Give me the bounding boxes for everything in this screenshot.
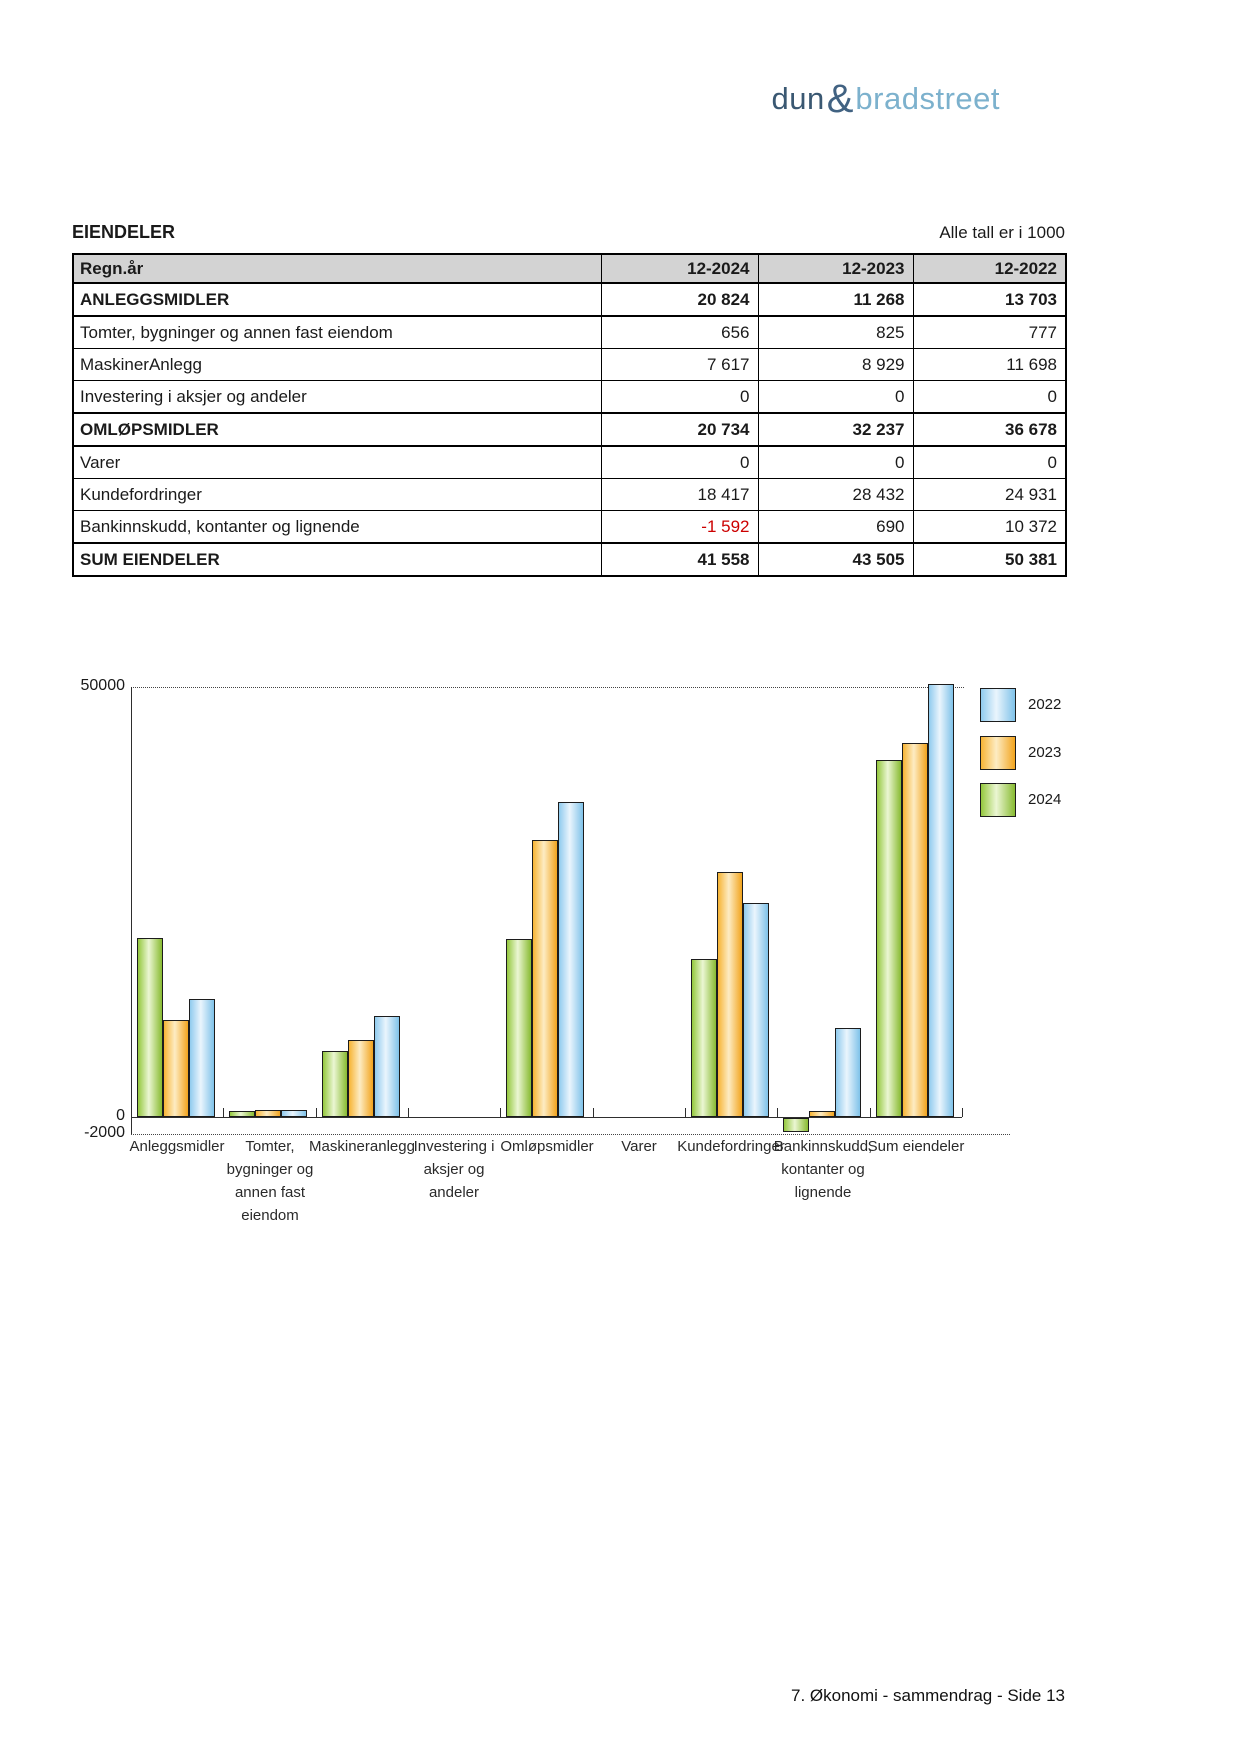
- x-axis-category-label: Tomter, bygninger og annen fast eiendom: [226, 1138, 314, 1224]
- category-boundary-tick: [500, 1108, 501, 1117]
- table-cell-value: 11 698: [913, 349, 1066, 381]
- table-cell-value: 7 617: [601, 349, 758, 381]
- table-row: [73, 543, 1066, 576]
- x-axis-category-label: Kundefordringer: [677, 1138, 785, 1155]
- logo-dun-text: dun: [771, 81, 825, 116]
- x-axis-category-label: Maskineranlegg: [309, 1138, 415, 1155]
- bar-2024-2: [322, 1051, 348, 1117]
- gridline-minus-2000: [131, 1134, 1010, 1135]
- bar-2024-0: [137, 938, 163, 1117]
- legend-label-2022: 2022: [1028, 696, 1062, 713]
- category-boundary-tick: [685, 1108, 686, 1117]
- x-axis-category-label: Omløpsmidler: [500, 1138, 594, 1155]
- table-row-label: OMLØPSMIDLER: [73, 413, 601, 446]
- table-cell-value: -1 592: [601, 511, 758, 544]
- table-row: [73, 446, 1066, 479]
- page-title: EIENDELER: [72, 222, 176, 242]
- table-row-label: Investering i aksjer og andeler: [73, 381, 601, 414]
- table-cell-value: 0: [758, 446, 913, 479]
- bar-2022-1: [281, 1110, 307, 1117]
- category-boundary-tick: [962, 1108, 963, 1117]
- table-cell-value: 28 432: [758, 479, 913, 511]
- table-cell-value: 43 505: [758, 543, 913, 576]
- table-cell-value: 0: [913, 446, 1066, 479]
- bar-2023-6: [717, 872, 743, 1117]
- y-axis-tick-label: -2000: [84, 1124, 125, 1141]
- table-cell-value: 0: [758, 381, 913, 414]
- bar-2022-7: [835, 1028, 861, 1117]
- bar-2023-7: [809, 1111, 835, 1117]
- category-boundary-tick: [223, 1108, 224, 1117]
- y-axis-line: [131, 687, 132, 1134]
- table-cell-value: 777: [913, 316, 1066, 349]
- table-cell-value: 825: [758, 316, 913, 349]
- x-axis-category-label: Bankinnskudd, kontanter og lignende: [773, 1138, 873, 1201]
- category-boundary-tick: [408, 1108, 409, 1117]
- logo-bradstreet-text: bradstreet: [855, 81, 1000, 116]
- table-header-year: 12-2023: [758, 254, 913, 283]
- x-axis-category-label: Varer: [621, 1138, 657, 1155]
- table-header-year: 12-2022: [913, 254, 1066, 283]
- table-cell-value: 0: [601, 381, 758, 414]
- x-axis-category-label: Sum eiendeler: [867, 1138, 965, 1155]
- table-row: [73, 349, 1066, 381]
- table-cell-value: 18 417: [601, 479, 758, 511]
- bar-2022-0: [189, 999, 215, 1117]
- dun-bradstreet-logo: [771, 76, 1001, 121]
- y-axis-tick-label: 0: [116, 1107, 125, 1124]
- x-axis-category-label: Anleggsmidler: [129, 1138, 225, 1155]
- logo-ampersand-icon: &: [826, 77, 854, 121]
- category-boundary-tick: [593, 1108, 594, 1117]
- table-header-year: 12-2024: [601, 254, 758, 283]
- table-row-label: Tomter, bygninger og annen fast eiendom: [73, 316, 601, 349]
- table-cell-value: 10 372: [913, 511, 1066, 544]
- table-row: [73, 413, 1066, 446]
- table-cell-value: 41 558: [601, 543, 758, 576]
- table-cell-value: 20 734: [601, 413, 758, 446]
- table-row: [73, 381, 1066, 414]
- table-cell-value: 24 931: [913, 479, 1066, 511]
- x-axis-category-label: Investering i aksjer og andeler: [413, 1138, 495, 1201]
- table-cell-value: 11 268: [758, 283, 913, 316]
- category-boundary-tick: [777, 1108, 778, 1117]
- legend-label-2023: 2023: [1028, 744, 1062, 761]
- x-axis-zero-line: [131, 1117, 962, 1118]
- table-header-row: [73, 254, 1066, 283]
- table-row: [73, 283, 1066, 316]
- bar-2023-2: [348, 1040, 374, 1117]
- bar-2023-1: [255, 1110, 281, 1117]
- table-row-label: ANLEGGSMIDLER: [73, 283, 601, 316]
- assets-table: [72, 253, 1067, 577]
- table-row-label: Varer: [73, 446, 601, 479]
- page-footer: 7. Økonomi - sammendrag - Side 13: [790, 1686, 1065, 1705]
- table-cell-value: 50 381: [913, 543, 1066, 576]
- legend-swatch-2024: [980, 783, 1016, 817]
- legend-label-2024: 2024: [1028, 791, 1062, 808]
- bar-2024-8: [876, 760, 902, 1117]
- table-row-label: Kundefordringer: [73, 479, 601, 511]
- table-row-label: SUM EIENDELER: [73, 543, 601, 576]
- bar-2024-1: [229, 1111, 255, 1117]
- table-row-label: Bankinnskudd, kontanter og lignende: [73, 511, 601, 544]
- table-cell-value: 36 678: [913, 413, 1066, 446]
- table-row: [73, 316, 1066, 349]
- bar-2024-6: [691, 959, 717, 1117]
- table-row: [73, 511, 1066, 544]
- bar-2022-2: [374, 1016, 400, 1117]
- legend-swatch-2022: [980, 688, 1016, 722]
- bar-2023-4: [532, 840, 558, 1117]
- table-cell-value: 8 929: [758, 349, 913, 381]
- table-cell-value: 32 237: [758, 413, 913, 446]
- units-note: Alle tall er i 1000: [939, 223, 1065, 242]
- bar-2022-8: [928, 684, 954, 1117]
- y-axis-tick-label: 50000: [80, 677, 125, 694]
- legend-swatch-2023: [980, 736, 1016, 770]
- bar-2024-7: [783, 1118, 809, 1132]
- category-boundary-tick: [870, 1108, 871, 1117]
- table-row-label: MaskinerAnlegg: [73, 349, 601, 381]
- table-header-regnar: Regn.år: [73, 254, 601, 283]
- table-row: [73, 479, 1066, 511]
- category-boundary-tick: [131, 1108, 132, 1117]
- gridline-50000: [131, 687, 964, 688]
- bar-2023-0: [163, 1020, 189, 1117]
- bar-2022-4: [558, 802, 584, 1117]
- bar-2023-8: [902, 743, 928, 1117]
- table-cell-value: 0: [913, 381, 1066, 414]
- table-cell-value: 20 824: [601, 283, 758, 316]
- category-boundary-tick: [316, 1108, 317, 1117]
- table-cell-value: 0: [601, 446, 758, 479]
- table-cell-value: 690: [758, 511, 913, 544]
- bar-2022-6: [743, 903, 769, 1117]
- table-cell-value: 656: [601, 316, 758, 349]
- bar-2024-4: [506, 939, 532, 1117]
- table-cell-value: 13 703: [913, 283, 1066, 316]
